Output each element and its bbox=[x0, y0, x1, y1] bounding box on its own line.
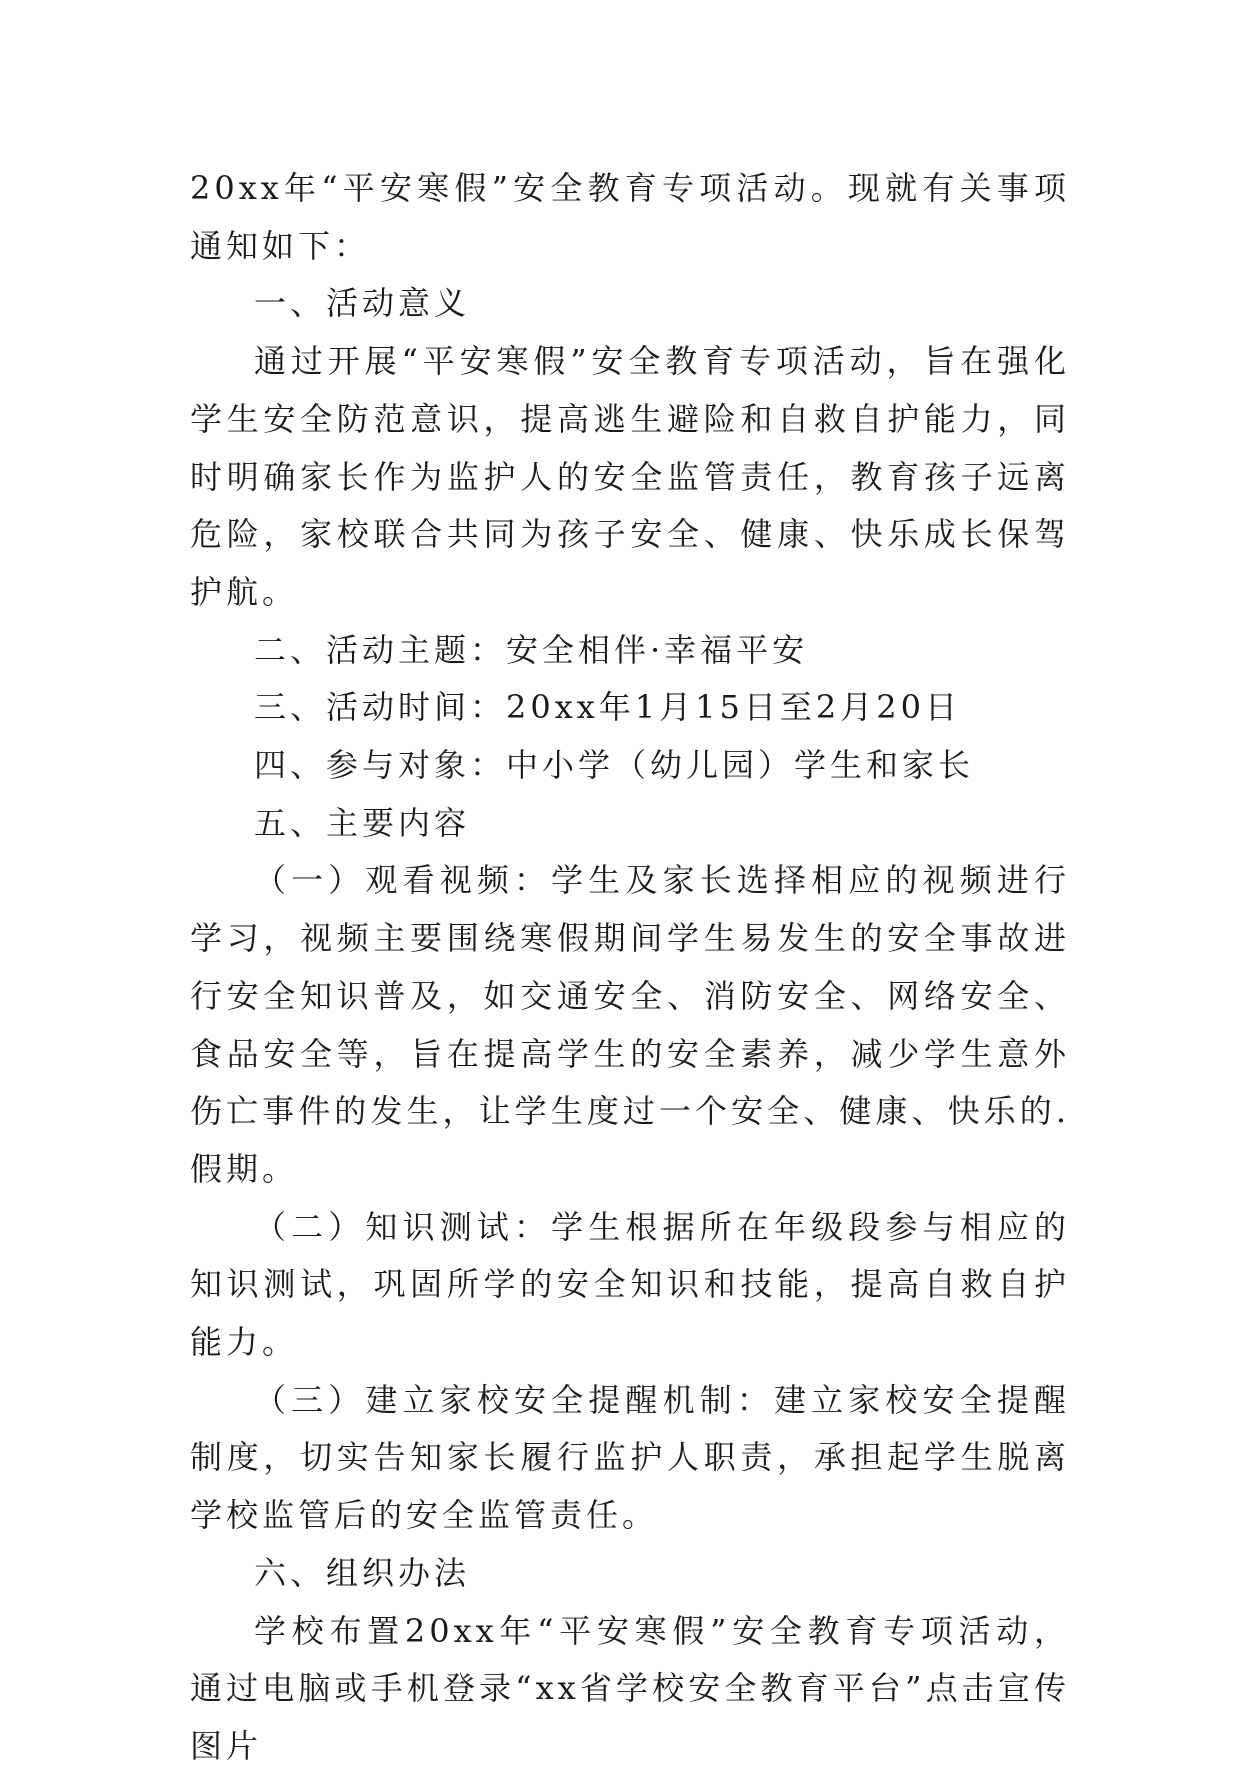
content-item-quiz: （二）知识测试：学生根据所在年级段参与相应的知识测试，巩固所学的安全知识和技能，提高自救自护能力。 bbox=[190, 1207, 1070, 1362]
section-heading-organization: 六、组织办法 bbox=[254, 1553, 471, 1592]
content-item-videos: （一）观看视频：学生及家长选择相应的视频进行学习，视频主要围绕寒假期间学生易发生的安全事故进行安全知识普及，如交通安全、消防安全、网络安全、食品安全等，旨在提高学生的安全素养，减少学生意外伤亡事件的发生，让学生度过一个安全、健康、快乐的.假期。 bbox=[190, 861, 1070, 1188]
section-heading-theme: 二、活动主题：安全相伴·幸福平安 bbox=[254, 630, 809, 669]
section-heading-time: 三、活动时间：20xx年1月15日至2月20日 bbox=[254, 688, 961, 727]
section-heading-participants: 四、参与对象：中小学（幼儿园）学生和家长 bbox=[254, 746, 975, 785]
document-body bbox=[190, 160, 1070, 1776]
significance-paragraph: 通过开展“平安寒假”安全教育专项活动，旨在强化学生安全防范意识，提高逃生避险和自救自护能力，同时明确家长作为监护人的安全监管责任，教育孩子远离危险，家校联合共同为孩子安全、健康、快乐成长保驾护航。 bbox=[190, 342, 1070, 611]
section-heading-significance: 一、活动意义 bbox=[254, 284, 471, 323]
organization-paragraph: 学校布置20xx年“平安寒假”安全教育专项活动，通过电脑或手机登录“xx省学校安全教育平台”点击宣传图片 bbox=[190, 1611, 1070, 1765]
section-heading-content: 五、主要内容 bbox=[254, 803, 471, 842]
intro-paragraph: 20xx年“平安寒假”安全教育专项活动。现就有关事项通知如下： bbox=[190, 169, 1070, 265]
content-item-reminder: （三）建立家校安全提醒机制：建立家校安全提醒制度，切实告知家长履行监护人职责，承担起学生脱离学校监管后的安全监管责任。 bbox=[190, 1380, 1070, 1535]
